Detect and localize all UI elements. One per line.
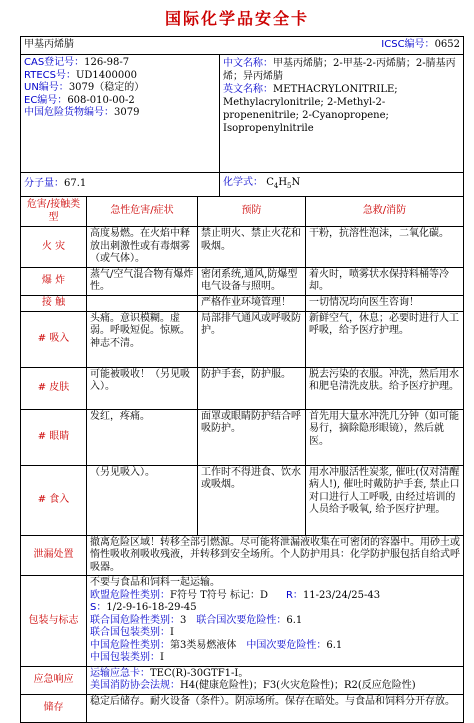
formula-cell: 化学式： $C_4H_5N$ [220,173,464,197]
hazard-row-exposure: 接 触 严格作业环境管理！ 一切情况均向医生咨询！ [21,295,464,311]
un-number: UN编号：3079（稳定的） [24,82,145,93]
identifiers-cell [21,55,220,173]
col-header-type: 危害/接触类型 [21,197,87,227]
header-row [21,37,464,55]
emergency-text: 运输应急卡：TEC(R)-30GTF1-I。 美国消防协会法规：H4(健康危险性)；F3(火灾危险性)；R2(反应危险性) [87,666,464,694]
icsc-number [381,39,460,52]
col-header-first-aid: 急救/消防 [306,197,464,227]
cn-name: 中文名称：甲基丙烯腈；2-甲基-2-丙烯腈；2-腈基丙烯；异丙烯腈 [223,58,456,82]
rtecs-number: RTECS号：UD1400000 [24,69,137,81]
un-classification: 联合国危险性类别：3 联合国次要危险性：6.1 [90,614,303,626]
packaging-row: 包装与标志 不要与食品和饲料一起运输。 欧盟危险性类别：F符号 T符号 标记：D R：11-23/24/25-43 S：1/2-9-16-18-29-45 联合国危险性类别：3 联合国次要危险性：6.1 联合国包装类别：I 中国危险性类别：第3类易燃液体 中国次要危险性：6.1 中国包装类别：I [21,576,464,667]
packaging-text: 不要与食品和饲料一起运输。 欧盟危险性类别：F符号 T符号 标记：D R：11-23/24/25-43 S：1/2-9-16-18-29-45 联合国危险性类别：3 联合国次要危险性：6.1 联合国包装类别：I 中国危险性类别：第3类易燃液体 中国次要危险性：6.1 中国包装类别：I [87,576,464,667]
hazard-row-ingestion: # 食入 （另见吸入）。 工作时不得进食、饮水或吸烟。 用水冲服活性炭浆, 催吐(仅对清醒病人!), 催吐时戴防护手套, 禁止口对口进行人工呼吸, 由经过培训的人员给予吸氧, 给予医疗护理。 [21,465,464,535]
storage-row: 储存 稳定后储存。耐火设备（条件）。阴凉场所。保存在暗处。与食品和饲料分开存放。 [21,694,464,722]
icsc-value: 0652 [434,39,461,51]
icsc-label: ICSC编号： [381,39,435,51]
emergency-row: 应急响应 运输应急卡：TEC(R)-30GTF1-I。 美国消防协会法规：H4(健康危险性)；F3(火灾危险性)；R2(反应危险性) [21,666,464,694]
cn-dangerous-goods-number: 中国危险货物编号：3079 [24,107,140,118]
eu-safety-phrases: S：1/2-9-16-18-29-45 [90,602,197,613]
en-name: 英文名称：METHACRYLONITRILE; Methylacrylonitrile; 2-Methyl-2-propenenitrile; 2-Cyanopropene; Isopropenylnitrile [223,84,398,134]
hazard-row-fire: 火 灾 高度易燃。在火焰中释放出刺激性或有毒烟雾（或气体）。 禁止明火、禁止火花和吸烟。 干粉，抗溶性泡沫，二氧化碳。 [21,227,464,268]
storage-text: 稳定后储存。耐火设备（条件）。阴凉场所。保存在暗处。与食品和饲料分开存放。 [87,694,464,722]
chemical-formula: $C_4H_5N$ [266,176,301,190]
un-packing-group: 联合国包装类别：I [90,627,174,638]
cas-number: CAS登记号：126-98-7 [24,57,130,68]
col-header-prevention: 预防 [198,197,306,227]
eu-classification: 欧盟危险性类别：F符号 T符号 标记：D R：11-23/24/25-43 [90,589,381,601]
hazard-row-eyes: # 眼睛 发红，疼痛。 面罩或眼睛防护结合呼吸防护。 首先用大量水冲洗几分钟（如可能易行，摘除隐形眼镜），然后就医。 [21,409,464,465]
molecular-weight-cell: 分子量：67.1 [21,173,220,197]
names-cell [220,55,464,173]
spill-text: 撤离危险区域！转移全部引燃源。尽可能将泄漏液收集在可密闭的容器中。用砂土或惰性吸收剂吸收残液，并转移到安全场所。个人防护用具：化学防护服包括自给式呼吸器。 [87,535,464,576]
safety-card-table [20,36,464,723]
cn-classification: 中国危险性类别：第3类易燃液体 中国次要危险性：6.1 [90,639,343,651]
molecular-weight: 67.1 [64,178,87,190]
hazard-row-explosion: 爆 炸 蒸气/空气混合物有爆炸性。 密闭系统,通风,防爆型电气设备与照明。 着火时，喷雾状水保持料桶等冷却。 [21,267,464,295]
spill-row: 泄漏处置 撤离危险区域！转移全部引燃源。尽可能将泄漏液收集在可密闭的容器中。用砂土或惰性吸收剂吸收残液，并转移到安全场所。个人防护用具：化学防护服包括自给式呼吸器。 [21,535,464,576]
cn-packing-group: 中国包装类别：I [90,652,164,663]
hazard-row-skin: # 皮肤 可能被吸收！（另见吸入）。 防护手套，防护服。 脱去污染的衣服。冲洗，然后用水和肥皂清洗皮肤。给予医疗护理。 [21,367,464,409]
ec-number: EC编号：608-010-00-2 [24,94,135,106]
hazard-row-inhalation: # 吸入 头痛。意识模糊。虚弱。呼吸短促。惊厥。神志不清。 局部排气通风或呼吸防护。 新鲜空气，休息；必要时进行人工呼吸，给予医疗护理。 [21,311,464,367]
card-title: 国际化学品安全卡 [164,9,309,28]
chemical-name: 甲基丙烯腈 [24,39,74,51]
col-header-acute: 急性危害/症状 [87,197,198,227]
